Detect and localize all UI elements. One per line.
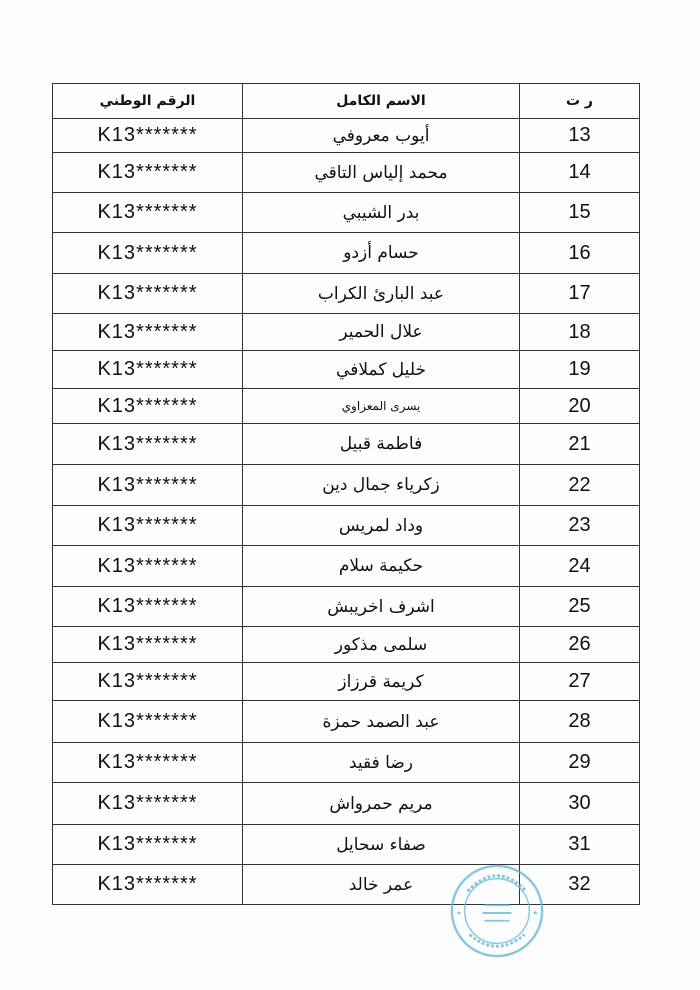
row-number: 32 — [520, 865, 640, 905]
national-id-text: K13******* — [97, 394, 198, 417]
row-full-name: رضا فقيد — [243, 743, 520, 783]
table-row — [53, 274, 640, 314]
table-row — [53, 865, 640, 905]
row-national-id — [53, 865, 243, 905]
national-id-text: K13******* — [97, 201, 198, 223]
row-full-name: حكيمة سلام — [243, 546, 520, 587]
row-number: 14 — [520, 153, 640, 193]
row-national-id — [53, 389, 243, 424]
university-stamp — [448, 862, 546, 960]
national-id-text: K13******* — [97, 161, 198, 183]
table-row — [53, 587, 640, 627]
row-number: 27 — [520, 663, 640, 701]
row-full-name: حسام أزدو — [243, 233, 520, 274]
header-national-id: الرقم الوطني — [53, 84, 243, 119]
row-number: 17 — [520, 274, 640, 314]
national-id-text: K13******* — [97, 320, 198, 343]
table-row — [53, 627, 640, 663]
national-id-text: K13******* — [97, 633, 198, 655]
national-id-text: K13******* — [97, 595, 198, 617]
svg-text:★: ★ — [455, 908, 462, 917]
row-full-name: عمر خالد — [243, 865, 520, 905]
row-number: 31 — [520, 825, 640, 865]
table-row — [53, 193, 640, 233]
row-number: 16 — [520, 233, 640, 274]
table-row — [53, 825, 640, 865]
national-id-text: K13******* — [97, 473, 198, 496]
roster-table — [52, 83, 640, 905]
table-row — [53, 153, 640, 193]
row-full-name: عبد البارئ الكراب — [243, 274, 520, 314]
row-full-name: خليل كملافي — [243, 351, 520, 389]
row-full-name: صفاء سحايل — [243, 825, 520, 865]
row-number: 15 — [520, 193, 640, 233]
national-id-text: K13******* — [97, 873, 198, 895]
table-row — [53, 351, 640, 389]
table-row — [53, 233, 640, 274]
header-full-name: الاسم الكامل — [243, 84, 520, 119]
row-national-id — [53, 153, 243, 193]
row-full-name: يسرى المعزاوي — [243, 389, 520, 424]
national-id-text: K13******* — [97, 751, 198, 773]
row-national-id — [53, 193, 243, 233]
national-id-text: K13******* — [97, 792, 198, 814]
national-id-text: K13******* — [97, 514, 198, 536]
row-national-id — [53, 233, 243, 274]
row-full-name: زكرياء جمال دين — [243, 465, 520, 506]
table-row — [53, 389, 640, 424]
roster-body — [53, 119, 640, 905]
row-full-name: سلمى مذكور — [243, 627, 520, 663]
svg-text:★: ★ — [532, 908, 539, 917]
national-id-text: K13******* — [97, 282, 198, 304]
row-number: 30 — [520, 783, 640, 825]
row-number: 18 — [520, 314, 640, 351]
row-national-id — [53, 783, 243, 825]
row-national-id — [53, 663, 243, 701]
row-national-id — [53, 627, 243, 663]
row-full-name: بدر الشيبي — [243, 193, 520, 233]
national-id-text: K13******* — [97, 432, 198, 455]
row-full-name: محمد إلياس التاقي — [243, 153, 520, 193]
row-number: 20 — [520, 389, 640, 424]
row-national-id — [53, 274, 243, 314]
row-national-id — [53, 701, 243, 743]
row-number: 28 — [520, 701, 640, 743]
row-number: 21 — [520, 424, 640, 465]
table-row — [53, 701, 640, 743]
row-national-id — [53, 424, 243, 465]
row-national-id — [53, 743, 243, 783]
row-number: 29 — [520, 743, 640, 783]
national-id-text: K13******* — [97, 670, 198, 692]
row-number: 24 — [520, 546, 640, 587]
national-id-text: K13******* — [97, 124, 198, 146]
row-national-id — [53, 825, 243, 865]
row-number: 23 — [520, 506, 640, 546]
row-full-name: وداد لمريس — [243, 506, 520, 546]
row-full-name: مريم حمرواش — [243, 783, 520, 825]
national-id-text: K13******* — [97, 554, 198, 577]
row-full-name: أيوب معروفي — [243, 119, 520, 153]
row-number: 19 — [520, 351, 640, 389]
row-full-name: علال الحمير — [243, 314, 520, 351]
table-row — [53, 465, 640, 506]
row-national-id — [53, 587, 243, 627]
national-id-text: K13******* — [97, 833, 198, 855]
national-id-text: K13******* — [97, 710, 198, 732]
row-full-name: عبد الصمد حمزة — [243, 701, 520, 743]
table-row — [53, 424, 640, 465]
national-id-text: K13******* — [97, 358, 198, 380]
row-number: 13 — [520, 119, 640, 153]
row-number: 25 — [520, 587, 640, 627]
table-row — [53, 119, 640, 153]
row-number: 26 — [520, 627, 640, 663]
row-national-id — [53, 119, 243, 153]
row-national-id — [53, 546, 243, 587]
row-national-id — [53, 351, 243, 389]
national-id-text: K13******* — [97, 241, 198, 264]
row-national-id — [53, 506, 243, 546]
table-row — [53, 546, 640, 587]
table-row — [53, 783, 640, 825]
row-full-name: كريمة قرزاز — [243, 663, 520, 701]
header-number: ر ت — [520, 84, 640, 119]
table-header-row — [53, 84, 640, 119]
row-national-id — [53, 314, 243, 351]
table-row — [53, 506, 640, 546]
table-row — [53, 314, 640, 351]
row-national-id — [53, 465, 243, 506]
table-row — [53, 663, 640, 701]
table-row — [53, 743, 640, 783]
row-number: 22 — [520, 465, 640, 506]
row-full-name: اشرف اخريبش — [243, 587, 520, 627]
row-full-name: فاطمة قبيل — [243, 424, 520, 465]
